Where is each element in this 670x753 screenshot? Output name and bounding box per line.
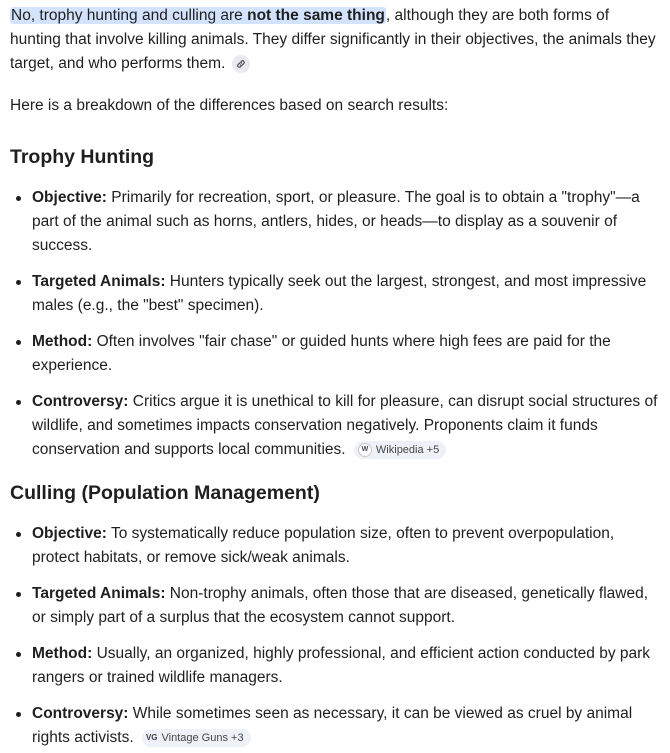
list-item: Method: Usually, an organized, highly professional, and efficient action conducted by park rangers or trained wildlife managers.	[32, 642, 660, 690]
highlighted-answer: No, trophy hunting and culling are not the same thing	[11, 7, 385, 24]
trophy-hunting-list	[10, 186, 660, 462]
list-item: Targeted Animals: Non-trophy animals, often those that are diseased, genetically flawed, or simply part of a surplus that the ecosystem cannot support.	[32, 582, 660, 630]
list-item: Objective: Primarily for recreation, sport, or pleasure. The goal is to obtain a "trophy"—a part of the animal such as horns, antlers, hides, or heads—to display as a souvenir of success.	[32, 186, 660, 258]
source-chip-vintage-guns[interactable]: VG Vintage Guns +3	[142, 729, 251, 747]
lead-text: Here is a breakdown of the differences based on search results:	[10, 97, 449, 114]
culling-list	[10, 522, 660, 750]
section-heading-trophy-hunting: Trophy Hunting	[10, 146, 155, 168]
wikipedia-icon: W	[358, 443, 372, 457]
vintage-guns-icon: VG	[145, 732, 158, 742]
list-item: Method: Often involves "fair chase" or guided hunts where high fees are paid for the experience.	[32, 330, 660, 378]
list-item: Targeted Animals: Hunters typically seek out the largest, strongest, and most impressive males (e.g., the "best" specimen).	[32, 270, 660, 318]
source-chip-wikipedia[interactable]: W Wikipedia +5	[354, 441, 446, 459]
intro-paragraph: No, trophy hunting and culling are not the same thing, although they are both forms of hunting that involve killing animals. They differ significantly in their objectives, the animals they target, and who performs them.	[10, 7, 656, 72]
link-icon[interactable]	[232, 55, 250, 73]
list-item: Objective: To systematically reduce population size, often to prevent overpopulation, protect habitats, or remove sick/weak animals.	[32, 522, 660, 570]
list-item: Controversy: Critics argue it is unethical to kill for pleasure, can disrupt social structures of wildlife, and sometimes impacts conservation negatively. Proponents claim it funds conservation and supports local communities. W Wikipedia +5	[32, 390, 660, 462]
list-item: Controversy: While sometimes seen as necessary, it can be viewed as cruel by animal rights activists. VG Vintage Guns +3	[32, 702, 660, 750]
section-heading-culling: Culling (Population Management)	[10, 482, 320, 504]
